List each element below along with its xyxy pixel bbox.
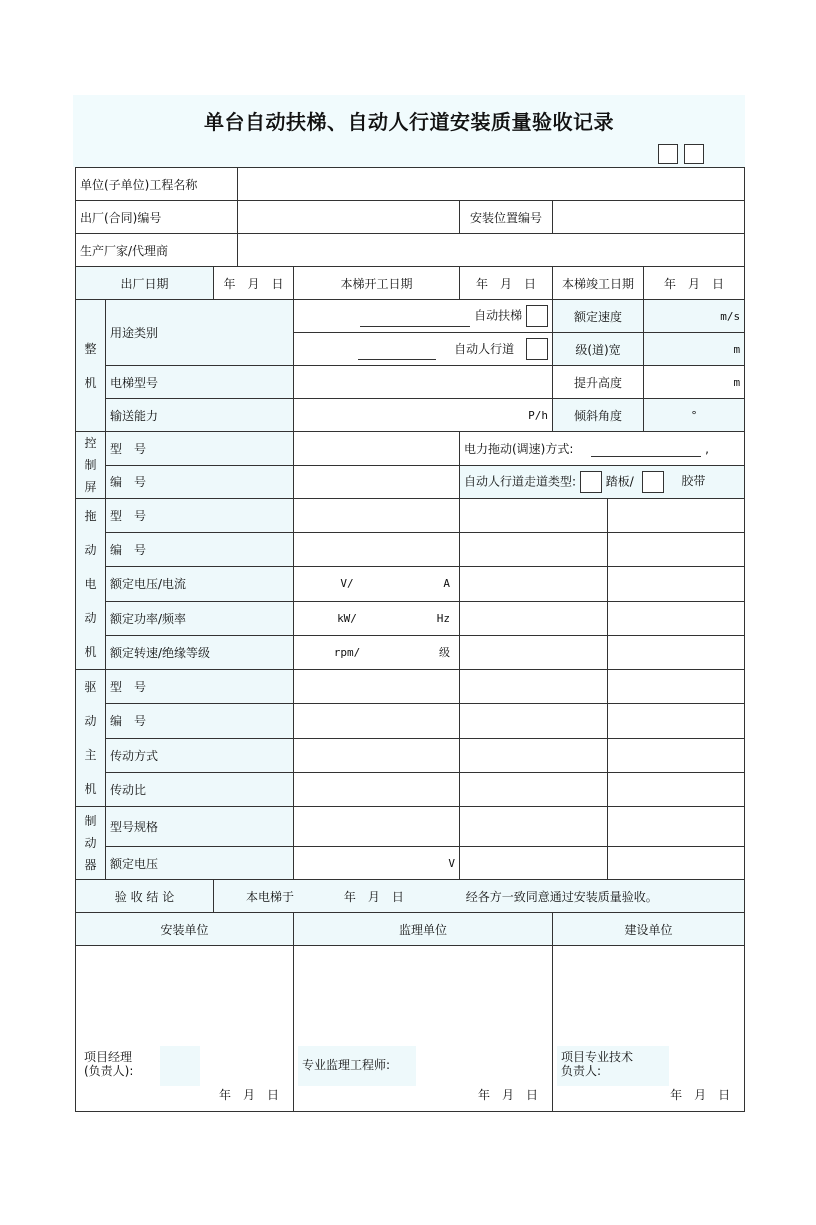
motor-model-field-1[interactable] — [294, 499, 460, 533]
drive-serial-field-3[interactable] — [608, 704, 745, 738]
transmission-label: 传动方式 — [106, 738, 294, 772]
factory-date-field[interactable]: 年 月 日 — [214, 267, 294, 300]
motor-speed-unit2: 级 — [439, 646, 450, 660]
section-char: 整 — [84, 341, 97, 356]
model-field[interactable] — [294, 366, 553, 399]
section-char: 驱 — [84, 680, 97, 694]
factory-no-label: 出厂(合同)编号 — [76, 201, 238, 234]
drive-model-label: 型 号 — [106, 670, 294, 704]
section-char: 拖 — [84, 509, 97, 523]
transmission-field-1[interactable] — [294, 738, 460, 772]
ratio-field-2[interactable] — [460, 772, 608, 806]
drive-model-field-1[interactable] — [294, 670, 460, 704]
section-char: 动 — [84, 714, 97, 728]
install-sign-cell[interactable] — [76, 946, 294, 1112]
drive-model-field-2[interactable] — [460, 670, 608, 704]
start-date-field[interactable]: 年 月 日 — [460, 267, 553, 300]
belt-checkbox[interactable] — [642, 471, 664, 493]
motor-voltage-unit1: V/ — [340, 577, 354, 591]
lift-unit[interactable]: m — [644, 366, 745, 399]
width-label: 级(道)宽 — [553, 333, 644, 366]
motor-voltage-label: 额定电压/电流 — [106, 567, 294, 601]
brake-voltage-label: 额定电压 — [106, 847, 294, 880]
walkway-type-label: 自动人行道走道类型: — [464, 474, 577, 489]
motor-voltage-field-2[interactable] — [460, 567, 608, 601]
section-drive-main — [76, 670, 106, 807]
build-sign-line1: 项目专业技术 — [561, 1050, 634, 1064]
maker-label: 生产厂家/代理商 — [76, 234, 238, 267]
lift-label: 提升高度 — [553, 366, 644, 399]
brake-spec-field-1[interactable] — [294, 807, 460, 847]
brake-voltage-field-2[interactable] — [460, 847, 608, 880]
escalator-checkbox[interactable] — [526, 305, 548, 327]
section-char: 制 — [84, 458, 97, 472]
speed-unit[interactable]: m/s — [644, 300, 745, 333]
conclusion-text[interactable] — [214, 880, 745, 913]
install-sign-label — [84, 1050, 133, 1078]
build-sign-line2: 负责人: — [561, 1064, 602, 1078]
walkway-label: 自动人行道 — [454, 341, 515, 356]
motor-speed-unit1: rpm/ — [333, 646, 361, 660]
drive-serial-label: 编 号 — [106, 704, 294, 738]
section-char: 制 — [84, 814, 97, 828]
build-sign-label — [561, 1050, 633, 1078]
brake-voltage-field[interactable]: V — [294, 847, 460, 880]
motor-voltage-field-3[interactable] — [608, 567, 745, 601]
usage-escalator-option[interactable] — [294, 300, 553, 333]
width-unit[interactable]: m — [644, 333, 745, 366]
motor-power-label: 额定功率/频率 — [106, 601, 294, 635]
page-title: 单台自动扶梯、自动人行道安装质量验收记录 — [204, 110, 614, 134]
transmission-field-2[interactable] — [460, 738, 608, 772]
project-name-field[interactable] — [238, 168, 745, 201]
factory-date-label: 出厂日期 — [76, 267, 214, 300]
walkway-type-field[interactable] — [460, 465, 745, 499]
build-unit-header: 建设单位 — [553, 913, 745, 946]
motor-model-label: 型 号 — [106, 499, 294, 533]
section-char: 主 — [84, 748, 97, 762]
maker-field[interactable] — [238, 234, 745, 267]
section-traction-motor — [76, 499, 106, 670]
control-model-field[interactable] — [294, 432, 460, 466]
install-sign-shade — [160, 1046, 200, 1086]
walkway-checkbox[interactable] — [526, 338, 548, 360]
section-char: 屏 — [84, 480, 97, 494]
drive-mode-blank[interactable] — [591, 456, 701, 457]
section-char: 动 — [84, 543, 97, 557]
escalator-blank[interactable] — [360, 326, 470, 327]
supervise-sign-date[interactable]: 年 月 日 — [477, 1088, 538, 1102]
section-char: 器 — [84, 858, 97, 872]
factory-no-field[interactable] — [238, 201, 460, 234]
section-char: 控 — [84, 436, 97, 450]
drive-mode-label: 电力拖动(调速)方式: — [464, 441, 574, 456]
tread-checkbox[interactable] — [580, 471, 602, 493]
conclusion-label: 验 收 结 论 — [76, 880, 214, 913]
record-code-box-1[interactable] — [658, 144, 678, 164]
install-pos-label: 安装位置编号 — [460, 201, 553, 234]
brake-voltage-field-3[interactable] — [608, 847, 745, 880]
start-date-label: 本梯开工日期 — [294, 267, 460, 300]
build-sign-date[interactable]: 年 月 日 — [670, 1088, 731, 1102]
install-pos-field[interactable] — [553, 201, 745, 234]
section-char: 电 — [84, 577, 97, 591]
drive-serial-field-1[interactable] — [294, 704, 460, 738]
motor-speed-field-2[interactable] — [460, 635, 608, 669]
brake-spec-label: 型号规格 — [106, 807, 294, 847]
conclusion-text2: 经各方一致同意通过安装质量验收。 — [465, 889, 658, 904]
finish-date-field[interactable]: 年 月 日 — [644, 267, 745, 300]
capacity-label: 输送能力 — [106, 399, 294, 432]
section-brake — [76, 807, 106, 880]
speed-label: 额定速度 — [553, 300, 644, 333]
section-char: 机 — [84, 782, 97, 796]
motor-serial-field-2[interactable] — [460, 533, 608, 567]
section-char: 机 — [84, 645, 97, 659]
motor-model-field-2[interactable] — [460, 499, 608, 533]
motor-power-field-2[interactable] — [460, 601, 608, 635]
section-whole-machine — [76, 300, 106, 432]
belt-label: 胶带 — [681, 474, 706, 489]
section-char: 动 — [84, 611, 97, 625]
tread-label: 踏板/ — [605, 474, 634, 489]
section-control-panel — [76, 432, 106, 499]
supervise-sign-cell[interactable] — [294, 946, 553, 1112]
escalator-label: 自动扶梯 — [474, 308, 523, 323]
motor-voltage-field[interactable] — [294, 567, 460, 601]
motor-speed-field[interactable] — [294, 635, 460, 669]
supervise-unit-header: 监理单位 — [294, 913, 553, 946]
control-serial-field[interactable] — [294, 465, 460, 499]
project-name-label: 单位(子单位)工程名称 — [76, 168, 238, 201]
drive-mode-suffix: , — [705, 441, 709, 456]
drive-serial-field-2[interactable] — [460, 704, 608, 738]
ratio-label: 传动比 — [106, 772, 294, 806]
motor-serial-field-1[interactable] — [294, 533, 460, 567]
motor-model-field-3[interactable] — [608, 499, 745, 533]
install-sign-line2: (负责人): — [84, 1064, 134, 1078]
model-label: 电梯型号 — [106, 366, 294, 399]
build-sign-cell[interactable] — [553, 946, 745, 1112]
usage-walkway-option[interactable] — [294, 333, 553, 366]
drive-mode-field[interactable] — [460, 432, 745, 466]
brake-spec-field-3[interactable] — [608, 807, 745, 847]
motor-serial-field-3[interactable] — [608, 533, 745, 567]
ratio-field-3[interactable] — [608, 772, 745, 806]
supervise-sign-label: 专业监理工程师: — [302, 1058, 391, 1072]
walkway-blank[interactable] — [358, 359, 436, 360]
drive-model-field-3[interactable] — [608, 670, 745, 704]
motor-voltage-unit2: A — [443, 577, 450, 591]
acceptance-form — [75, 167, 745, 1112]
transmission-field-3[interactable] — [608, 738, 745, 772]
motor-speed-label: 额定转速/绝缘等级 — [106, 635, 294, 669]
usage-label: 用途类别 — [106, 300, 294, 366]
angle-label: 倾斜角度 — [553, 399, 644, 432]
capacity-unit[interactable]: P/h — [294, 399, 553, 432]
motor-power-field-3[interactable] — [608, 601, 745, 635]
angle-unit[interactable]: ° — [644, 399, 745, 432]
brake-spec-field-2[interactable] — [460, 807, 608, 847]
finish-date-label: 本梯竣工日期 — [553, 267, 644, 300]
record-code-box-2[interactable] — [684, 144, 704, 164]
conclusion-text1: 本电梯于 — [246, 889, 295, 904]
ratio-field-1[interactable] — [294, 772, 460, 806]
motor-power-field[interactable] — [294, 601, 460, 635]
install-unit-header: 安装单位 — [76, 913, 294, 946]
control-model-label: 型 号 — [106, 432, 294, 466]
conclusion-date[interactable]: 年 月 日 — [343, 889, 404, 904]
motor-power-unit1: kW/ — [337, 611, 357, 625]
install-sign-line1: 项目经理 — [84, 1050, 133, 1064]
install-sign-date[interactable]: 年 月 日 — [218, 1088, 279, 1102]
section-char: 动 — [84, 836, 97, 850]
control-serial-label: 编 号 — [106, 465, 294, 499]
section-char: 机 — [84, 375, 97, 390]
motor-serial-label: 编 号 — [106, 533, 294, 567]
motor-power-unit2: Hz — [436, 611, 450, 625]
motor-speed-field-3[interactable] — [608, 635, 745, 669]
